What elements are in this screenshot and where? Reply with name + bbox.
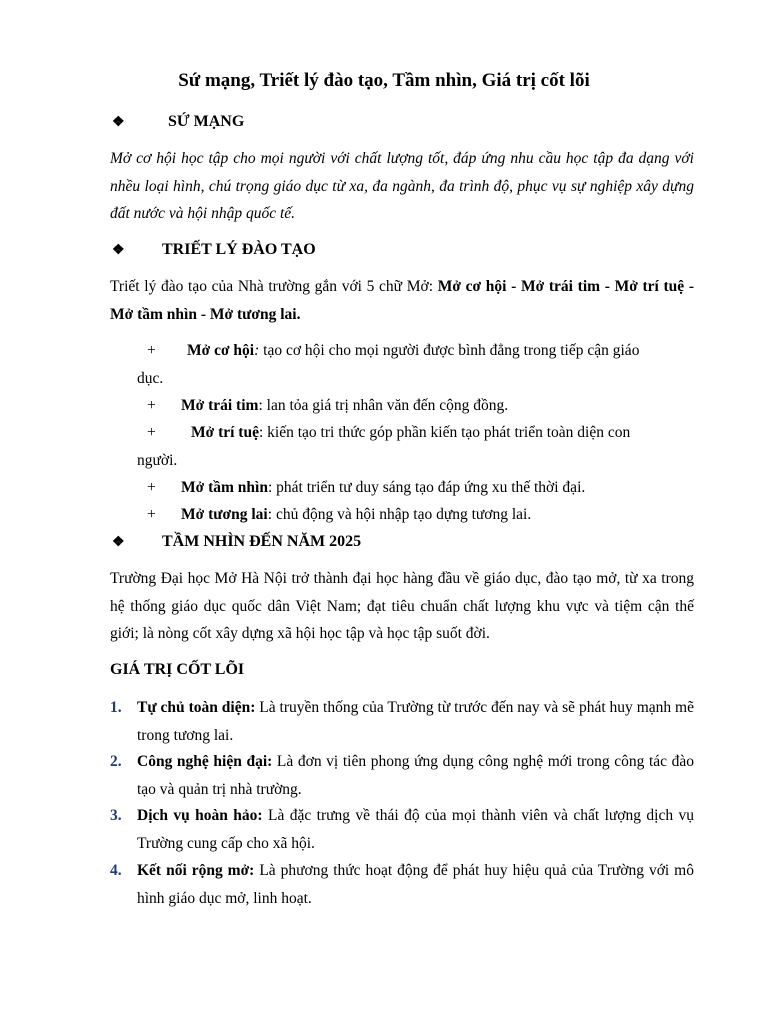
core-value-desc: Là phương thức hoạt động để phát huy hiệu quả của Trường với mô hình giáo dục mở, linh hoạt. [137,862,694,907]
core-value-desc: Là truyền thống của Trường từ trước đến nay và sẽ phát huy mạnh mẽ trong tương lai. [137,699,694,744]
plus-marker: + [147,342,156,359]
core-value-number: 3. [110,807,122,824]
plus-marker: + [147,424,156,441]
core-value-term: Công nghệ hiện đại: [137,753,273,770]
philosophy-item-desc: kiến tạo tri thức góp phần kiến tạo phát triển toàn diện con [263,424,631,441]
philosophy-item-sep: : [258,397,263,414]
philosophy-item [110,337,694,365]
philosophy-item-desc: chủ động và hội nhập tạo dựng tương lai. [272,506,532,523]
diamond-bullet-icon: ❖ [112,115,125,130]
plus-marker: + [147,506,156,523]
core-value-item [137,748,694,803]
philosophy-item-desc: lan tỏa giá trị nhân văn đến cộng đồng. [262,397,509,414]
philosophy-item-term: Mở trái tim [181,397,259,414]
philosophy-item-desc: tạo cơ hội cho mọi người được bình đẳng trong tiếp cận giáo [259,342,640,359]
philosophy-item-continuation: dục. [137,370,164,387]
core-value-term: Dịch vụ hoàn hảo: [137,807,263,824]
mission-heading-text: SỨ MẠNG [168,113,245,130]
philosophy-item-sep: : [267,479,273,496]
philosophy-heading-text: TRIẾT LÝ ĐÀO TẠO [162,241,316,258]
philosophy-intro [110,273,694,328]
page-title: Sứ mạng, Triết lý đào tạo, Tầm nhìn, Giá trị cốt lõi [178,70,590,91]
mission-text: Mở cơ hội học tập cho mọi người với chất lượng tốt, đáp ứng nhu cầu học tập đa dạng với nhều loại hình, chú trọng giáo dục từ xa, đa ngành, đa trình độ, phục vụ sự nghiệp xây dựng đất nước và hội nhập quốc tế. [110,150,694,223]
philosophy-item-continuation: người. [137,452,178,469]
philosophy-intro-bold: Mở cơ hội - Mở trái tim - Mở trí tuệ - Mở tầm nhìn - Mở tương lai. [110,278,695,323]
philosophy-item [110,474,694,502]
vision-heading-text: TẦM NHÌN ĐẾN NĂM 2025 [162,533,362,550]
philosophy-item [110,419,694,447]
philosophy-item-desc: phát triển tư duy sáng tạo đáp ứng xu thế thời đại. [272,479,586,496]
philosophy-heading [112,239,316,262]
philosophy-item-sep: : [258,424,264,441]
core-value-term: Kết nối rộng mở: [137,862,255,879]
philosophy-item-term: Mở cơ hội [187,342,255,359]
core-value-number: 1. [110,699,122,716]
philosophy-item-term: Mở trí tuệ [191,424,259,441]
core-values-heading: GIÁ TRỊ CỐT LÕI [110,661,245,678]
core-value-number: 4. [110,862,122,879]
core-value-item [137,694,694,749]
philosophy-item [110,392,694,420]
vision-heading [112,531,361,554]
core-value-desc: Là đơn vị tiên phong ứng dụng công nghệ mới trong công tác đào tạo và quản trị nhà trường. [137,753,694,798]
mission-heading [112,111,244,134]
philosophy-item-sep: : [267,506,273,523]
core-value-number: 2. [110,753,122,770]
core-value-term: Tự chủ toàn diện: [137,699,256,716]
philosophy-intro-text: Triết lý đào tạo của Nhà trường gắn với 5 chữ Mở: [110,278,438,295]
philosophy-item-sep: : [254,342,260,359]
diamond-bullet-icon: ❖ [112,535,125,550]
philosophy-item [110,501,694,529]
diamond-bullet-icon: ❖ [112,243,125,258]
plus-marker: + [147,397,156,414]
core-value-item [137,802,694,857]
philosophy-item-term: Mở tương lai [181,506,268,523]
vision-text: Trường Đại học Mở Hà Nội trở thành đại học hàng đầu về giáo dục, đào tạo mở, từ xa trong hệ thống giáo dục quốc dân Việt Nam; đạt tiêu chuẩn chất lượng khu vực và tiệm cận thế giới; là nòng cốt xây dựng xã hội học tập và học tập suốt đời. [110,570,694,643]
core-value-item [137,857,694,912]
philosophy-item-term: Mở tầm nhìn [181,479,268,496]
plus-marker: + [147,479,156,496]
core-value-desc: Là đặc trưng về thái độ của mọi thành viên và chất lượng dịch vụ Trường cung cấp cho xã hội. [137,807,694,852]
